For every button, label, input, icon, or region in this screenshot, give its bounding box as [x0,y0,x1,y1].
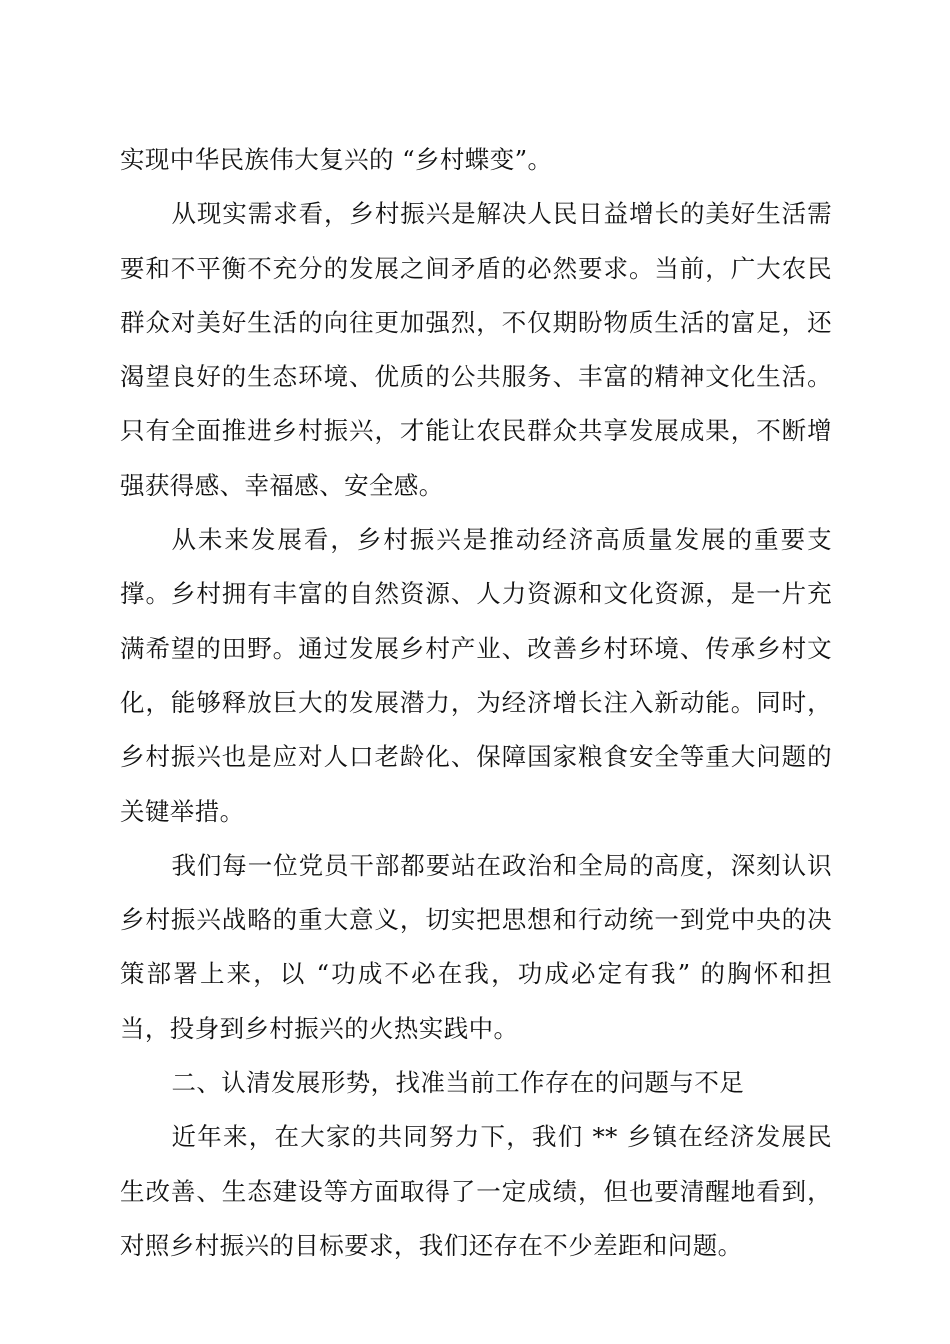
section-heading-2: 二、认清发展形势，找准当前工作存在的问题与不足 [171,1068,745,1098]
paragraph-future-development: 从未来发展看，乡村振兴是推动经济高质量发展的重要支撑。乡村拥有丰富的自然资源、人力资源和文化资源，是一片充满希望的田野。通过发展乡村产业、改善乡村环境、传承乡村文化，能够释放巨大的发展潜力，为经济增长注入新动能。同时，乡村振兴也是应对人口老龄化、保障国家粮食安全等重大问题的关键举措。 [120,525,832,826]
document-body [120,133,832,1273]
paragraph-continuation: 实现中华民族伟大复兴的 “乡村蝶变”。 [120,145,553,174]
paragraph-party-cadres: 我们每一位党员干部都要站在政治和全局的高度，深刻认识乡村振兴战略的重大意义，切实把思想和行动统一到党中央的决策部署上来，以 “功成不必在我，功成必定有我” 的胸怀和担当，投身到乡村振兴的火热实践中。 [120,850,832,1043]
paragraph-practical-needs: 从现实需求看，乡村振兴是解决人民日益增长的美好生活需要和不平衡不充分的发展之间矛盾的必然要求。当前，广大农民群众对美好生活的向往更加强烈，不仅期盼物质生活的富足，还渴望良好的生态环境、优质的公共服务、丰富的精神文化生活。只有全面推进乡村振兴，才能让农民群众共享发展成果，不断增强获得感、幸福感、安全感。 [120,199,832,500]
paragraph-recent-years: 近年来，在大家的共同努力下，我们 ** 乡镇在经济发展民生改善、生态建设等方面取得了一定成绩，但也要清醒地看到，对照乡村振兴的目标要求，我们还存在不少差距和问题。 [120,1122,832,1260]
